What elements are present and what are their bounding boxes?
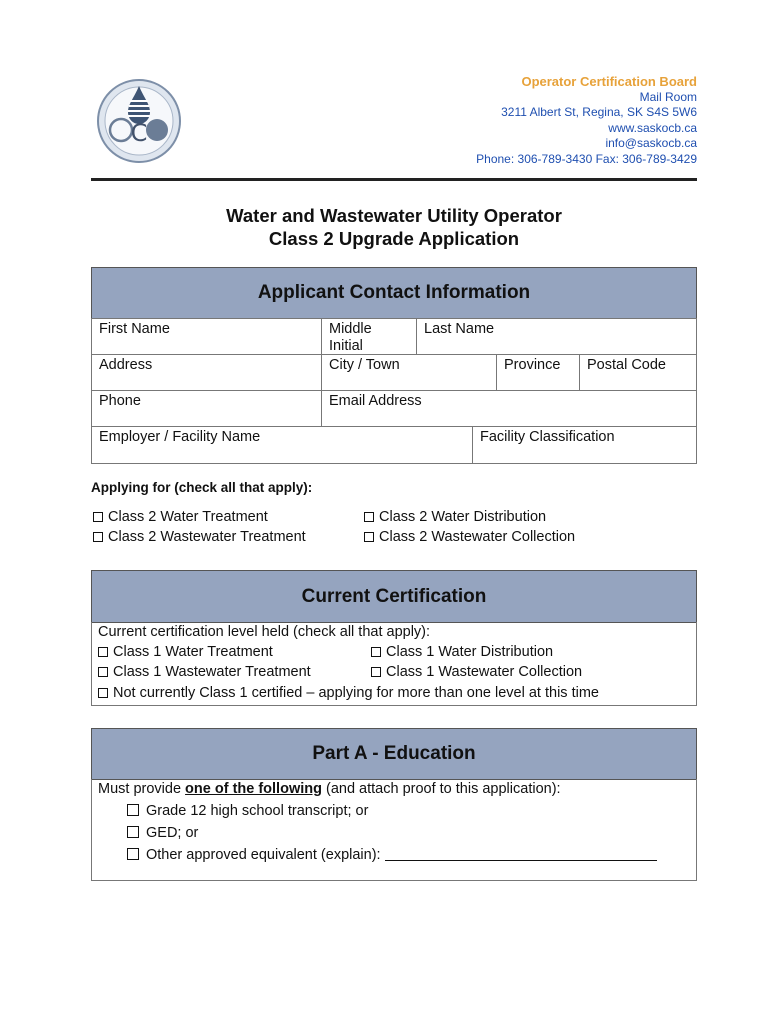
phone-label: Phone	[99, 393, 141, 409]
applying-for-label: Applying for (check all that apply):	[91, 480, 313, 495]
checkbox[interactable]	[371, 647, 381, 657]
phone-fax: Phone: 306-789-3430 Fax: 306-789-3429	[476, 151, 697, 166]
email-label: Email Address	[329, 393, 422, 409]
ocb-logo	[96, 78, 182, 164]
website-link[interactable]: www.saskocb.ca	[608, 120, 697, 135]
current-prompt: Current certification level held (check all that apply):	[98, 624, 431, 640]
checkbox[interactable]	[371, 667, 381, 677]
city-field[interactable]	[321, 354, 497, 391]
checkbox[interactable]	[98, 647, 108, 657]
address-label: Address	[99, 357, 153, 373]
facility-classification-label: Facility Classification	[480, 429, 615, 445]
checkbox[interactable]	[364, 532, 374, 542]
option-class2-water-treatment[interactable]: Class 2 Water Treatment	[93, 508, 268, 526]
street-address: 3211 Albert St, Regina, SK S4S 5W6	[501, 105, 697, 119]
checkbox[interactable]	[364, 512, 374, 522]
email-link[interactable]: info@saskocb.ca	[605, 136, 697, 150]
page-title	[91, 204, 697, 250]
employer-label: Employer / Facility Name	[99, 429, 261, 445]
option-class1-water-treatment[interactable]: Class 1 Water Treatment	[98, 643, 273, 661]
option-class2-water-distribution[interactable]: Class 2 Water Distribution	[364, 508, 546, 526]
checkbox[interactable]	[93, 532, 103, 542]
option-class1-wastewater-treatment[interactable]: Class 1 Wastewater Treatment	[98, 663, 311, 681]
header-divider	[91, 178, 697, 181]
option-class2-wastewater-treatment[interactable]: Class 2 Wastewater Treatment	[93, 528, 306, 546]
title-line-1: Water and Wastewater Utility Operator	[226, 205, 562, 226]
option-other-equivalent[interactable]: Other approved equivalent (explain):	[127, 846, 657, 864]
last-name-label: Last Name	[424, 321, 495, 337]
option-not-class1-certified[interactable]: Not currently Class 1 certified – applying for more than one level at this time	[98, 684, 599, 702]
checkbox[interactable]	[127, 804, 139, 816]
province-label: Province	[504, 357, 561, 373]
checkbox[interactable]	[98, 688, 108, 698]
employer-field[interactable]	[91, 426, 473, 464]
email-field[interactable]	[321, 390, 697, 427]
checkbox[interactable]	[93, 512, 103, 522]
section-education-heading: Part A - Education	[91, 728, 697, 780]
option-class1-wastewater-collection[interactable]: Class 1 Wastewater Collection	[371, 663, 582, 681]
checkbox[interactable]	[127, 826, 139, 838]
title-line-2: Class 2 Upgrade Application	[268, 228, 520, 249]
organization-info	[476, 74, 697, 167]
svg-text:C: C	[130, 119, 148, 147]
option-class2-wastewater-collection[interactable]: Class 2 Wastewater Collection	[364, 528, 575, 546]
section-current-heading: Current Certification	[91, 570, 697, 623]
checkbox[interactable]	[127, 848, 139, 860]
last-name-field[interactable]	[416, 318, 697, 355]
explain-input-line[interactable]	[385, 847, 657, 861]
option-class1-water-distribution[interactable]: Class 1 Water Distribution	[371, 643, 553, 661]
checkbox[interactable]	[98, 667, 108, 677]
first-name-field[interactable]	[91, 318, 322, 355]
org-name: Operator Certification Board	[521, 74, 697, 89]
mail-room: Mail Room	[639, 89, 697, 104]
postal-code-field[interactable]	[579, 354, 697, 391]
emphasis-text: one of the following	[185, 781, 322, 797]
facility-classification-field[interactable]	[472, 426, 697, 464]
option-ged[interactable]: GED; or	[127, 824, 198, 842]
option-grade12[interactable]: Grade 12 high school transcript; or	[127, 802, 368, 820]
middle-initial-field[interactable]	[321, 318, 417, 355]
middle-initial-label: Middle Initial	[329, 321, 372, 354]
section-contact-heading: Applicant Contact Information	[91, 267, 697, 319]
phone-field[interactable]	[91, 390, 322, 427]
first-name-label: First Name	[99, 321, 170, 337]
education-prompt: Must provide one of the following (and attach proof to this application):	[98, 781, 561, 797]
province-field[interactable]	[496, 354, 580, 391]
city-label: City / Town	[329, 357, 400, 373]
postal-code-label: Postal Code	[587, 357, 666, 373]
address-field[interactable]	[91, 354, 322, 391]
